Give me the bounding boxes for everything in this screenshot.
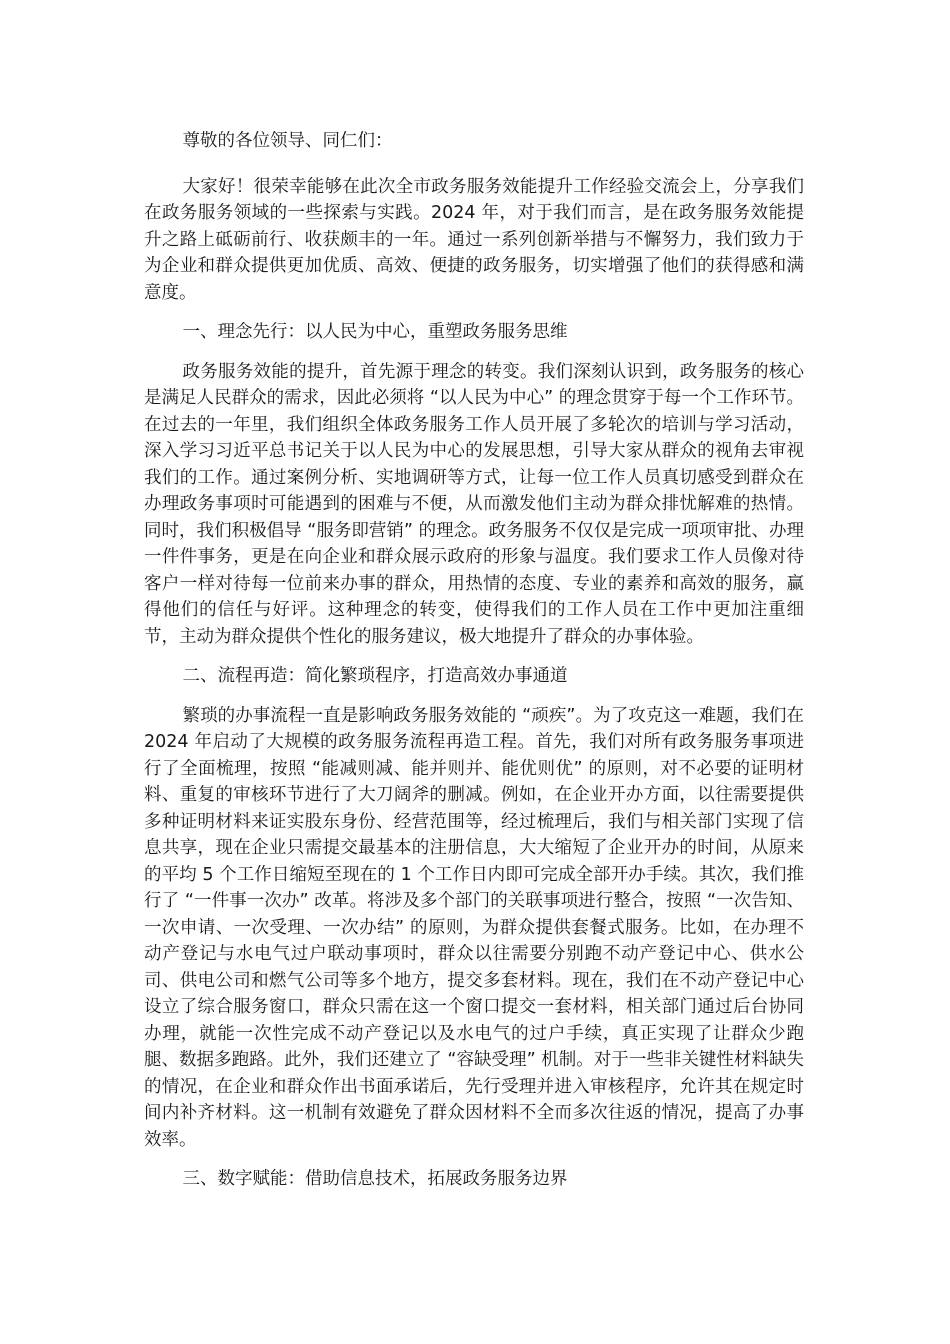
section-1-body: 政务服务效能的提升，首先源于理念的转变。我们深刻认识到，政务服务的核心是满足人民群众的需求，因此必须将 “以人民为中心” 的理念贯穿于每一个工作环节。在过去的一年里，我们组织全体政务服务工作人员开展了多轮次的培训与学习活动，深入学习习近平总书记关于以人民为中心的发展思想，引导大家从群众的视角去审视我们的工作。通过案例分析、实地调研等方式，让每一位工作人员真切感受到群众在办理政务事项时可能遇到的困难与不便，从而激发他们主动为群众排忧解难的热情。同时，我们积极倡导 “服务即营销” 的理念。政务服务不仅仅是完成一项项审批、办理一件件事务，更是在向企业和群众展示政府的形象与温度。我们要求工作人员像对待客户一样对待每一位前来办事的群众，用热情的态度、专业的素养和高效的服务，赢得他们的信任与好评。这种理念的转变，使得我们的工作人员在工作中更加注重细节，主动为群众提供个性化的服务建议，极大地提升了群众的办事体验。 — [144, 361, 804, 647]
greeting: 尊敬的各位领导、同仁们： — [182, 131, 393, 151]
section-2-body: 繁琐的办事流程一直是影响政务服务效能的 “顽疾”。为了攻克这一难题，我们在 2024 年启动了大规模的政务服务流程再造工程。首先，我们对所有政务服务事项进行了全面梳理，按照 “能减则减、能并则并、能优则优” 的原则，对不必要的证明材料、重复的审核环节进行了大刀阔斧的删减。例如，在企业开办方面，以往需要提供多种证明材料来证实股东身份、经营范围等，经过梳理后，我们与相关部门实现了信息共享，现在企业只需提交最基本的注册信息，大大缩短了企业开办的时间，从原来的平均 5 个工作日缩短至现在的 1 个工作日内即可完成全部开办手续。其次，我们推行了 “一件事一次办” 改革。将涉及多个部门的关联事项进行整合，按照 “一次告知、一次申请、一次受理、一次办结” 的原则，为群众提供套餐式服务。比如，在办理不动产登记与水电气过户联动事项时，群众以往需要分别跑不动产登记中心、供水公司、供电公司和燃气公司等多个地方，提交多套材料。现在，我们在不动产登记中心设立了综合服务窗口，群众只需在这一个窗口提交一套材料，相关部门通过后台协同办理，就能一次性完成不动产登记以及水电气的过户手续，真正实现了让群众少跑腿、数据多跑路。此外，我们还建立了 “容缺受理” 机制。对于一些非关键性材料缺失的情况，在企业和群众作出书面承诺后，先行受理并进入审核程序，允许其在规定时间内补齐材料。这一机制有效避免了群众因材料不全而多次往返的情况，提高了办事效率。 — [144, 705, 804, 1150]
section-3-heading: 三、数字赋能：借助信息技术，拓展政务服务边界 — [182, 1169, 568, 1189]
document-page — [144, 128, 804, 1206]
section-2-heading: 二、流程再造：简化繁琐程序，打造高效办事通道 — [182, 666, 568, 686]
section-1-heading: 一、理念先行：以人民为中心，重塑政务服务思维 — [182, 322, 568, 342]
intro-paragraph: 大家好！很荣幸能够在此次全市政务服务效能提升工作经验交流会上，分享我们在政务服务领域的一些探索与实践。2024 年，对于我们而言，是在政务服务效能提升之路上砥砺前行、收获颇丰的一年。通过一系列创新举措与不懈努力，我们致力于为企业和群众提供更加优质、高效、便捷的政务服务，切实增强了他们的获得感和满意度。 — [144, 176, 804, 303]
